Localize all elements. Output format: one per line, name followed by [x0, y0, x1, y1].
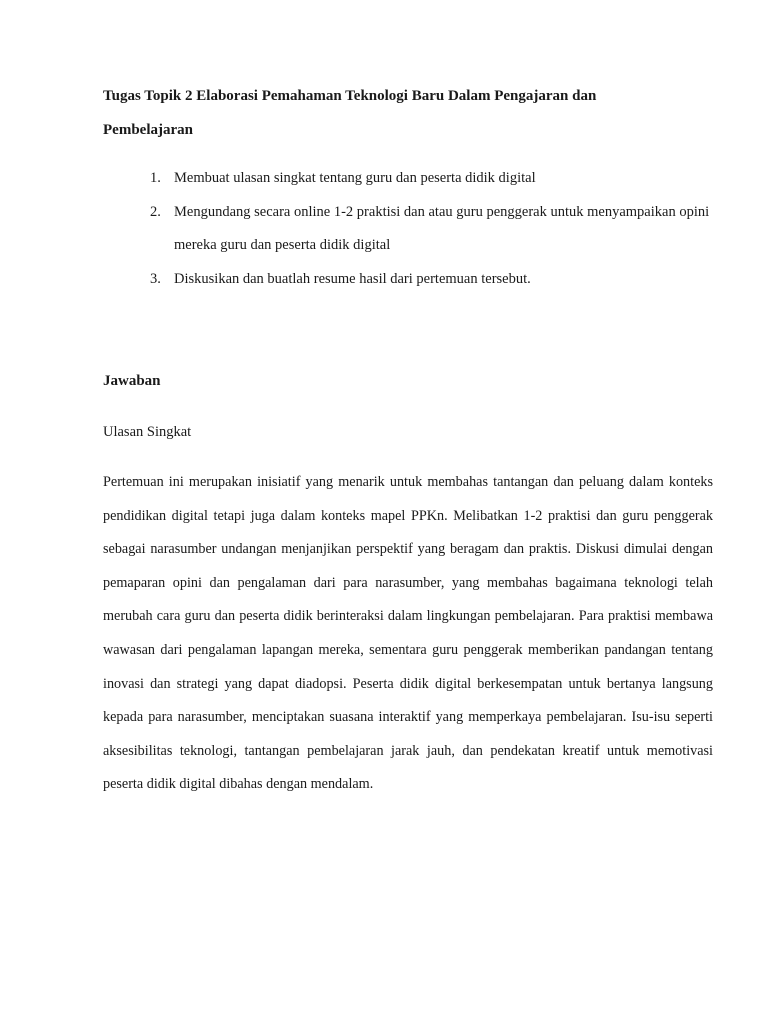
task-list [150, 162, 720, 296]
task-item-3 [150, 263, 720, 297]
section-subheading: Ulasan Singkat [103, 424, 192, 440]
task-item-2 [150, 196, 720, 263]
task-text: Membuat ulasan singkat tentang guru dan peserta didik digital [174, 170, 536, 186]
task-number: 3. [150, 270, 161, 287]
document-title-line-1: Tugas Topik 2 Elaborasi Pemahaman Teknologi Baru Dalam Pengajaran dan [103, 88, 597, 104]
answer-heading: Jawaban [103, 373, 161, 389]
document-title-line-2: Pembelajaran [103, 122, 193, 138]
body-paragraph: Pertemuan ini merupakan inisiatif yang menarik untuk membahas tantangan dan peluang dalam konteks pendidikan digital tetapi juga dalam konteks mapel PPKn. Melibatkan 1-2 praktisi dan guru penggerak sebagai narasumber undangan menjanjikan perspektif yang beragam dan praktis. Diskusi dimulai dengan pemaparan opini dan pengalaman dari para narasumber, yang membahas bagaimana teknologi telah merubah cara guru dan peserta didik berinteraksi dalam lingkungan pembelajaran. Para praktisi membawa wawasan dari pengalaman lapangan mereka, sementara guru penggerak memberikan pandangan tentang inovasi dan strategi yang dapat diadopsi. Peserta didik digital berkesempatan untuk bertanya langsung kepada para narasumber, menciptakan suasana interaktif yang memperkaya pembelajaran. Isu-isu seperti aksesibilitas teknologi, tantangan pembelajaran jarak jauh, dan pendekatan kreatif untuk memotivasi peserta didik digital dibahas dengan mendalam. [103, 474, 713, 793]
task-number: 1. [150, 170, 161, 186]
task-number: 2. [150, 203, 161, 220]
task-text: Diskusikan dan buatlah resume hasil dari pertemuan tersebut. [174, 270, 531, 287]
task-text: Mengundang secara online 1-2 praktisi dan atau guru penggerak untuk menyampaikan opini mereka guru dan peserta didik digital [174, 203, 710, 253]
task-item-1 [150, 162, 720, 196]
